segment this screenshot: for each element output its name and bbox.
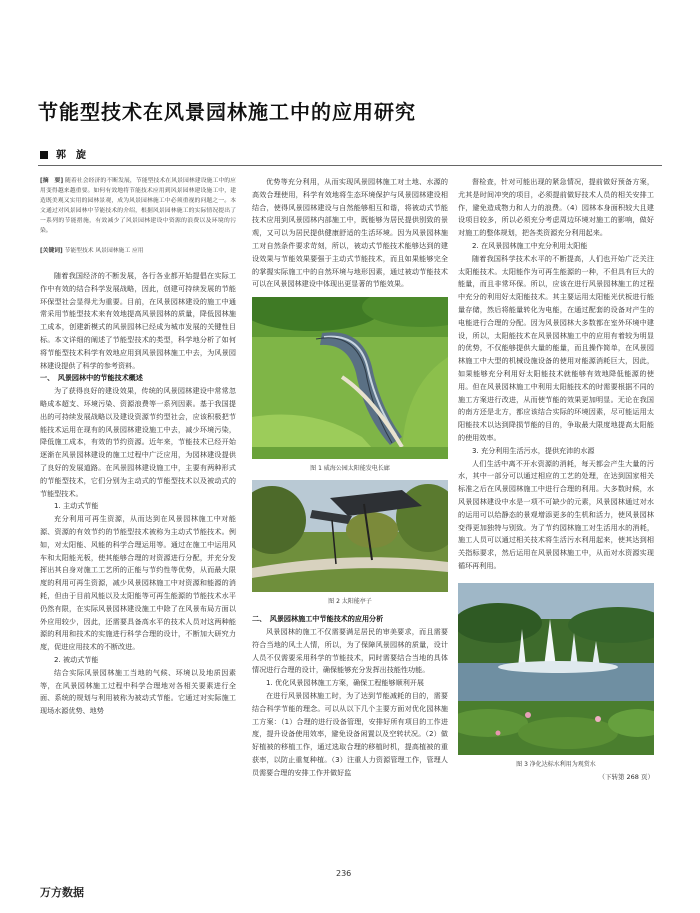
paragraph: 结合实际风景园林施工当地的气候、环境以及地质因素等，在风景园林施工过程中科学合理地对各相关要素进行全面、系统的规划与利用被称为被动式节能。它通过对实际施工现场水源优势、地势	[40, 667, 236, 716]
paragraph: 充分利用可再生资源，从而达到在风景园林施工中对能源、资源的有效节约的节能型技术被称为主动式节能技术。例如，对太阳能、风能的科学合理运用等。通过在施工中运用风车和太阳能光板，使其能够合理的对资源进行分配，并充分发挥出其自身对施工工艺所的正能与节约性等优势，从而最大限度的利用可再生资源，减少风景园林施工中对资源和能源的消耗，但由于目前风能以及太阳能等可再生能源的节能技术水平仍然有限，在实际风景园林建设施工中除了在风景布局方面以外应用较少，因此，还需要具备高水平的技术人员对这两种能源的利用和技术的实施进行科学合理的设计，不断加大研究力度，促进应用技术的不断改进。	[40, 514, 236, 652]
source-brand: 万方数据	[40, 886, 84, 899]
author-name: 郭 旋	[56, 150, 86, 161]
subheading-solar: 2. 在风景园林施工中充分利用太阳能	[472, 240, 588, 250]
solar-corridor-photo	[252, 297, 448, 459]
section-heading-1: 一、 风景园林中的节能技术概述	[40, 373, 143, 383]
solar-pavilion-photo	[252, 480, 448, 592]
abstract	[40, 176, 236, 236]
paragraph: 优势等充分利用，从而实现风景园林施工对土地、水源的高效合理使用，科学有效地将生态环境保护与风景园林建设相结合，使得风景园林建设与自然能够相互和谐，将被动式节能技术应用到风景园林内部施工中，既能够为居民提供别致的景观，又可以为居民提供健康舒适的生活环境。因为风景园林施工对自然条件要求苛刻，所以，被动式节能技术能够达到的建设效果与节能效果要强于主动式节能技术，而且如果能够完全的掌握实际施工中的自然环境与地形因素，通过被动节能技术可以在风景园林建设中体现出更显著的节能效果。	[252, 177, 448, 289]
paragraph: 风景园林的施工不仅需要满足居民的审美要求，而且需要符合当地的风土人情，所以，为了保障风景园林的质量，设计人员不仅需要采用科学的节能技术，同时需要结合当地的具体情况进行合理的设计，确保能够充分发挥出技能性功能。	[252, 626, 448, 675]
bullet-square-icon	[40, 151, 48, 159]
figure-2	[252, 480, 448, 592]
subheading-passive: 2. 被动式节能	[54, 654, 99, 664]
article-title: 节能型技术在风景园林施工中的应用研究	[38, 100, 416, 124]
subheading-active: 1. 主动式节能	[54, 501, 99, 511]
figure-1	[252, 297, 448, 459]
subheading-optimize: 1. 优化风景园林施工方案，确保工程能够顺利开展	[266, 678, 424, 688]
subheading-wastewater: 3. 充分利用生活污水，提供充沛的水源	[472, 445, 595, 455]
intro-paragraph: 随着我国经济的不断发展，各行各业都开始提倡在实际工作中有效的结合科学发展战略，因此，创建可持续发展的节能环保型社会显得尤为重要。目前，在风景园林建设的施工中通常采用节能型技术来有效地提高风景园林的质量，降低园林施工成本，创建新模式的风景园林已经成为城市发展的关键性目标。本文详细的阐述了节能型技术的类型，科学地分析了如何将节能型技术科学有效地应用到风景园林施工中去，为风景园林建设提供了科学的参考资料。	[40, 271, 236, 370]
column-1	[40, 176, 236, 718]
keywords-label: [关键词]	[40, 248, 63, 254]
keywords-text: 节能型技术 风景园林施工 应用	[64, 248, 144, 254]
title-divider	[38, 165, 662, 166]
figure-1-caption: 图 1 威海公园太阳能发电长廊	[310, 465, 390, 473]
figure-3	[458, 583, 654, 755]
fountain-photo	[458, 583, 654, 755]
paragraph: 在进行风景园林施工时，为了达到节能减耗的目的，需要结合科学节能的理念。可以从以下几个主要方面对优化园林施工方案：（1）合理的进行设备管理，安排好所有项目的工作进度，提升设备使用效率，避免设备闲置以及空转状况。（2）做好植被的移植工作，通过选取合理的移植时机，提高植被的重获率，以防止重复种植。（3）注重人力资源管理工作，管理人员需要合理的安排工作并做好监	[252, 690, 448, 777]
section-heading-2: 二、 风景园林施工中节能技术的应用分析	[252, 614, 384, 624]
column-2	[252, 176, 448, 780]
abstract-text: 随着社会经济的不断发展，节能型技术在风景园林建设施工中的应用变得越来越重要。如何有效地将节能技术应用到风景园林建设施工中，建造既美观又实用的园林景观，成为风景园林施工中必须重视的问题之一。本文通过对风景园林中节能技术的介绍，根据风景园林施工的实际情况提出了一系列的节能措施，有效减少了风景园林建设中资源的浪费以及环境的污染。	[40, 178, 236, 234]
paragraph: 为了获得良好的建设效果，传统的风景园林建设中常常忽略成本超支、环境污染、资源浪费等一系列因素。基于我国提出的可持续发展战略以及建设资源节约型社会，应该积极把节能技术运用在现有的风景园林建设施工中去，减少环境污染，降低施工成本，有效的节约资源。近年来，节能技术已经开始逐渐在风景园林建设的施工过程中广泛应用，为园林建设提供了良好的发展道路。在风景园林建设施工中，主要有两种形式的节能型技术，它们分别为主动式的节能型技术以及被动式的节能型技术。	[40, 386, 236, 498]
page-number: 236	[336, 869, 352, 878]
paragraph: 随着我国科学技术水平的不断提高，人们也开始广泛关注太阳能技术。太阳能作为可再生能源的一种，不但具有巨大的能量，而且非常环保。所以，应该在进行风景园林施工的过程中充分的利用好太阳能技术。其主要运用太阳能光伏板进行能量存储，然后将能量转化为电能，在通过配套的设备对产生的电能进行合理的分配。因为风景园林大多数都在室外环境中建设，所以，太阳能技术在风景园林施工中的应用有着较为明显的优势，不仅能够提供大量的能量，而且操作简单，在风景园林施工中大型的机械设施设备的使用对能源消耗巨大，因此，如果能够充分利用好太阳能技术就能够有效地降低能源的使用。但在风景园林施工中利用太阳能技术的时需要根据不同的施工方案进行改进，从而使节能的效果更加明显。无论在我国的南方还是北方，都应该结合实际的环境因素，尽可能运用太阳能技术以达到降损节能的目的，争取最大限度地提高太阳能的使用效率。	[458, 253, 654, 442]
author-line	[40, 146, 86, 161]
column-3	[458, 176, 654, 783]
paragraph: 督检查，针对可能出现的紧急情况，提前做好预备方案，尤其是时间冲突的项目，必须提前做好技术人员的相关安排工作，避免造成物力和人力的浪费。（4）园林本身面积较大且建设项目较多，所以必须充分考虑周边环境对施工的影响，做好对施工的整体规划，把各类资源充分利用起来。	[458, 177, 654, 238]
paragraph: 人们生活中离不开水资源的消耗，每天都会产生大量的污水，其中一部分可以通过相应的工艺的处理，在达到国家相关标准之后在风景园林施工中进行合理的利用。大多数时候，水风景园林建设中水是一项不可缺少的元素，风景园林通过对水的运用可以给静态的景观增添更多的生机和活力，使风景园林变得更加独特与别致。为了节约园林施工对生活用水的消耗，施工人员可以通过相关技术将生活污水利用起来，使其达到相关指标要求，然后运用在风景园林施工中，从而对水资源实现循环再利用。	[458, 458, 654, 570]
figure-2-caption: 图 2 太阳能亭子	[328, 598, 372, 606]
figure-3-caption: 图 3 净化达标水利用为观赏水	[516, 760, 596, 768]
continued-note: （下转第 268 页）	[598, 772, 654, 781]
keywords	[40, 246, 236, 256]
abstract-label: [摘 要]	[40, 178, 64, 184]
